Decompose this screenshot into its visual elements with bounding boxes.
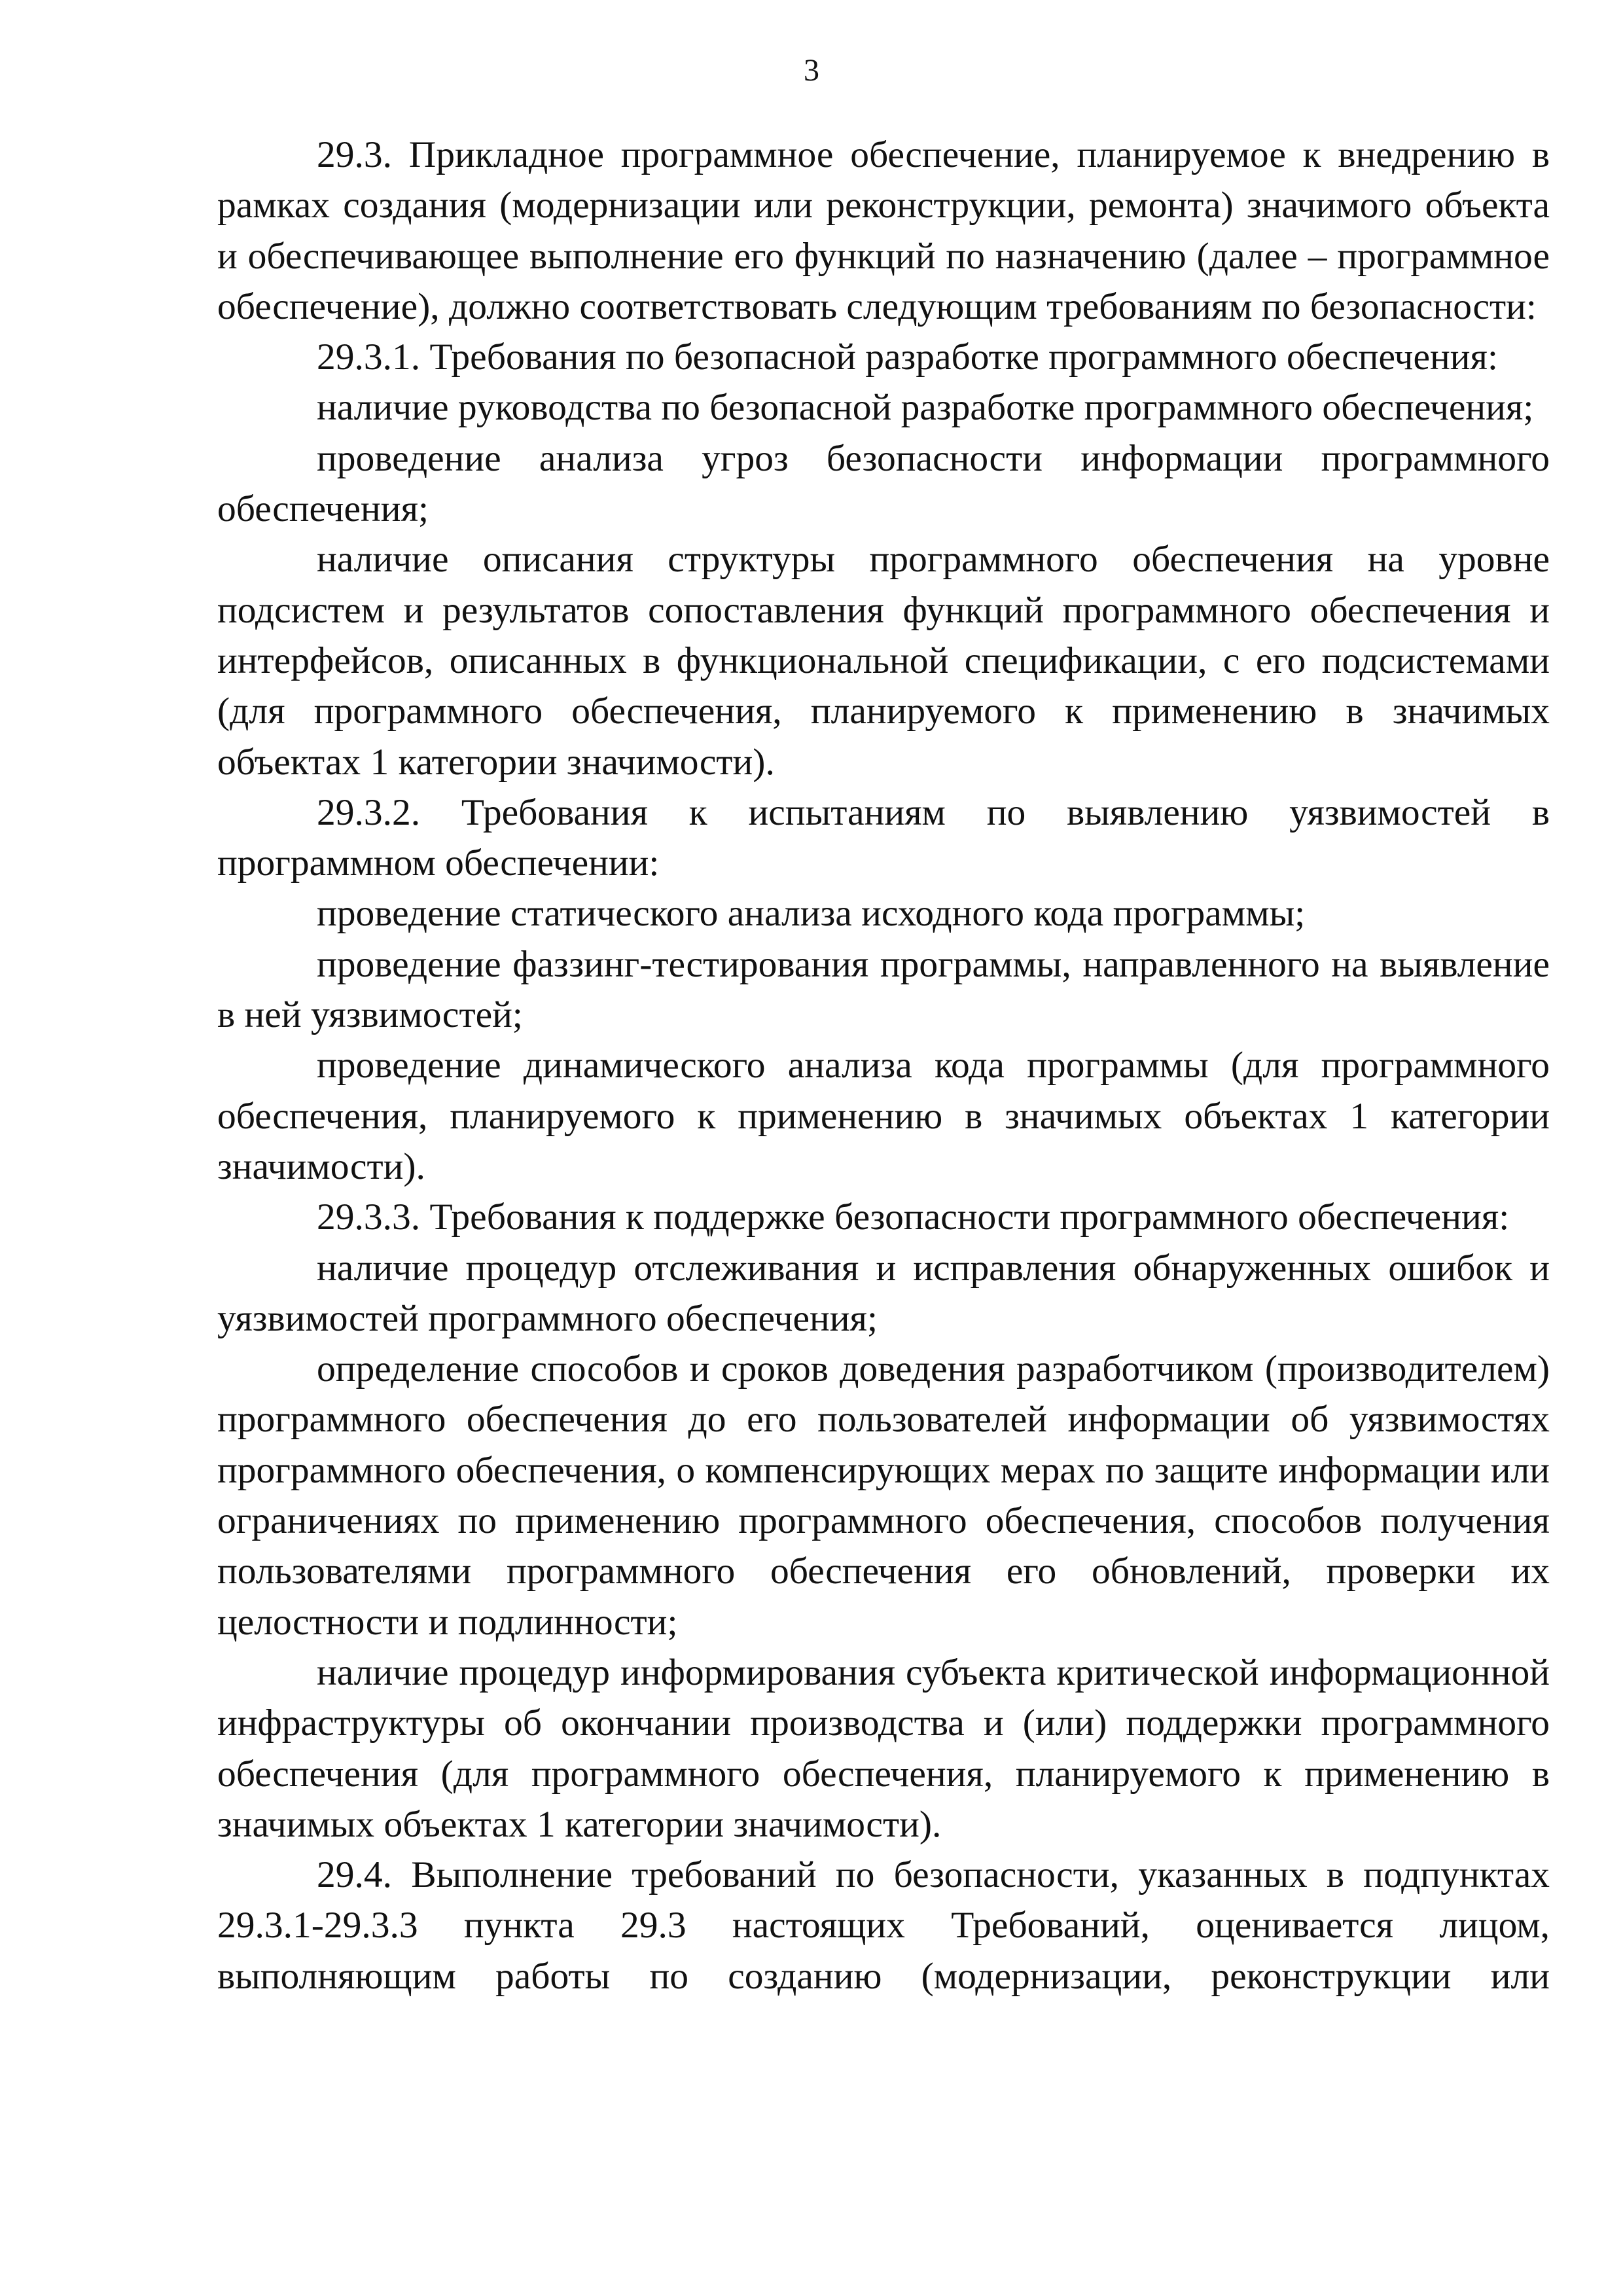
paragraph-end-of-support-notification: наличие процедур информирования субъекта критической информационной инфраструктуры об окончании производства и (или) поддержки программного обеспечения (для программного обеспечения, планируемого к применению в значимых объектах 1 категории значимости). <box>217 1651 1550 1845</box>
paragraph-threat-analysis: проведение анализа угроз безопасности информации программного обеспечения; <box>217 437 1550 530</box>
document-body <box>217 130 1550 2001</box>
paragraph-secure-development-guide: наличие руководства по безопасной разработке программного обеспечения; <box>317 387 1534 429</box>
paragraph-error-tracking: наличие процедур отслеживания и исправления обнаруженных ошибок и уязвимостей программного обеспечения; <box>217 1247 1550 1339</box>
paragraph-29-3-1-heading: 29.3.1. Требования по безопасной разработке программного обеспечения: <box>317 336 1498 378</box>
paragraph-29-3: 29.3. Прикладное программное обеспечение, планируемое к внедрению в рамках создания (модернизации или реконструкции, ремонта) значимого объекта и обеспечивающее выполнение его функций по назначению (далее – программное обеспечение), должно соответствовать следующим требованиям по безопасности: <box>217 134 1550 327</box>
paragraph-29-3-2-heading: 29.3.2. Требования к испытаниям по выявлению уязвимостей в программном обеспечении: <box>217 791 1550 884</box>
paragraph-structure-description: наличие описания структуры программного обеспечения на уровне подсистем и результатов сопоставления функций программного обеспечения и интерфейсов, описанных в функциональной спецификации, с его подсистемами (для программного обеспечения, планируемого к применению в значимых объектах 1 категории значимости). <box>217 539 1550 783</box>
paragraph-static-analysis: проведение статического анализа исходного кода программы; <box>317 893 1306 935</box>
paragraph-29-3-3-heading: 29.3.3. Требования к поддержке безопасности программного обеспечения: <box>317 1196 1510 1238</box>
paragraph-dynamic-analysis: проведение динамического анализа кода программы (для программного обеспечения, планируемого к применению в значимых объектах 1 категории значимости). <box>217 1045 1550 1187</box>
paragraph-vulnerability-notification: определение способов и сроков доведения разработчиком (производителем) программного обеспечения до его пользователей информации об уязвимостях программного обеспечения, о компенсирующих мерах по защите информации или ограничениях по применению программного обеспечения, способов получения пользователями программного обеспечения его обновлений, проверки их целостности и подлинности; <box>217 1348 1550 1643</box>
paragraph-29-4: 29.4. Выполнение требований по безопасности, указанных в подпунктах 29.3.1-29.3.3 пункта 29.3 настоящих Требований, оценивается лицом, выполняющим работы по созданию (модернизации, реконструкции или <box>217 1854 1550 1997</box>
page-number: 3 <box>804 53 819 88</box>
paragraph-fuzzing: проведение фаззинг-тестирования программы, направленного на выявление в ней уязвимостей; <box>217 943 1550 1036</box>
